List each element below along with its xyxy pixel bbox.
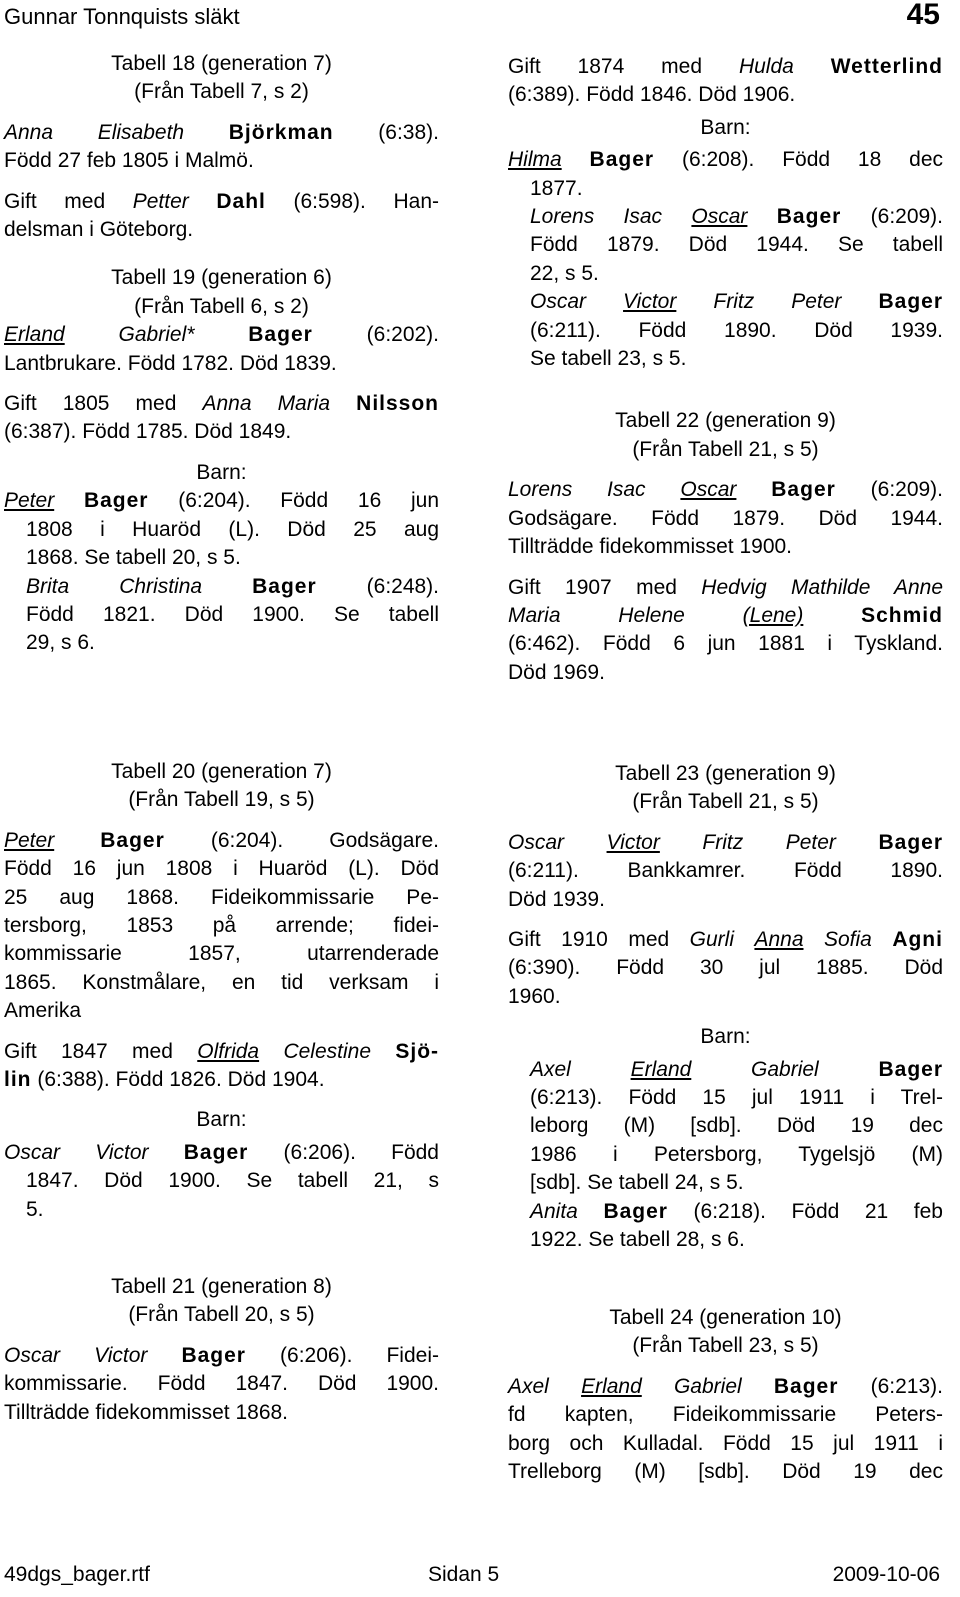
left-column-top [4,50,439,658]
page-number: 45 [906,0,940,31]
table-19-children-label: Barn: [196,460,247,484]
table-24-title: Tabell 24 (generation 10) [609,1306,842,1329]
table-22-marriage-line-2: Maria Helene (Lene) Schmid [508,603,943,627]
table-23-marriage-line-2: (6:390). Född 30 jul 1885. Död [508,956,943,980]
table-20-child-1-line-3: 5. [26,1197,44,1221]
table-20-title: Tabell 20 (generation 7) [111,760,332,783]
table-18-title: Tabell 18 (generation 7) [111,52,332,75]
table-20-children-label: Barn: [196,1108,247,1132]
table-21-title: Tabell 21 (generation 8) [111,1275,332,1298]
footer-page: Sidan 5 [428,1563,500,1586]
table-20-marriage-line-2: lin (6:388). Född 1826. Död 1904. [4,1068,325,1092]
table-19-child-2-line-3: 29, s 6. [26,631,95,655]
right-column-top [508,53,943,687]
table-24-line-2: fd kapten, Fideikommissarie Peters- [508,1403,943,1427]
table-21-line-3: Tillträdde fidekommisset 1868. [4,1400,289,1424]
table-21-child-1: Hilma Bager (6:208). Född 18 dec [508,148,943,172]
table-24-line-4: Trelleborg (M) [sdb]. Död 19 dec [508,1460,943,1484]
table-22-line-2: Godsägare. Född 1879. Död 1944. [508,506,943,530]
table-18-marriage: Gift med Petter Dahl (6:598). Han- [4,189,439,213]
table-18-person: Anna Elisabeth Björkman (6:38). [4,120,439,144]
table-19-child-1-line-2: 1808 i Huaröd (L). Död 25 aug [26,517,439,541]
table-21-children-label: Barn: [700,115,751,139]
table-22-person: Lorens Isac Oscar Bager (6:209). [508,478,944,502]
table-23-child-1-line-3: leborg (M) [sdb]. Död 19 dec [530,1114,943,1138]
table-20-line-2: Född 16 jun 1808 i Huaröd (L). Död [4,857,439,881]
table-22-source: (Från Tabell 21, s 5) [632,437,819,461]
table-23-child-2: Anita Bager (6:218). Född 21 feb [530,1199,943,1223]
table-21-child-1-line-2: 1877. [530,176,583,200]
table-22-marriage: Gift 1907 med Hedvig Mathilde Anne [508,575,944,599]
table-20-line-6: 1865. Konstmålare, en tid verksam i [4,970,439,994]
table-23-person: Oscar Victor Fritz Peter Bager [508,830,943,854]
table-21-source: (Från Tabell 20, s 5) [128,1303,315,1327]
table-21-child-3-line-2: (6:211). Född 1890. Död 1939. [530,318,943,342]
table-18-source: (Från Tabell 7, s 2) [134,80,309,104]
table-21-marriage: Gift 1874 med Hulda Wetterlind [508,55,944,78]
table-19-source: (Från Tabell 6, s 2) [134,294,309,318]
table-22-marriage-line-4: Död 1969. [508,660,605,684]
table-21-child-3: Oscar Victor Fritz Peter Bager [530,290,943,314]
footer-filename: 49dgs_bager.rtf [4,1563,150,1586]
table-20-line-5: kommissarie 1857, utarrenderade [4,942,439,966]
table-21-child-2: Lorens Isac Oscar Bager (6:209). [530,205,944,229]
table-23-child-1-line-5: [sdb]. Se tabell 24, s 5. [530,1171,744,1195]
table-19-child-1-line-3: 1868. Se tabell 20, s 5. [26,546,241,570]
table-21-person: Oscar Victor Bager (6:206). Fidei- [4,1343,439,1367]
table-19-person: Erland Gabriel* Bager (6:202). [4,323,440,347]
table-21-child-2-line-3: 22, s 5. [530,261,599,285]
table-23-marriage-line-3: 1960. [508,984,561,1008]
left-column-table-21 [4,1273,439,1427]
table-23-title: Tabell 23 (generation 9) [615,762,836,785]
table-18-born: Född 27 feb 1805 i Malmö. [4,149,254,173]
running-header-title: Gunnar Tonnquists släkt [4,4,240,29]
table-23-child-1-line-2: (6:213). Född 15 jul 1911 i Trel- [530,1086,943,1110]
table-21-spouse-details: (6:389). Född 1846. Död 1906. [508,83,796,107]
table-20-child-1-line-2: 1847. Död 1900. Se tabell 21, s [26,1169,439,1193]
table-20-person: Peter Bager (6:204). Godsägare. [4,828,439,852]
table-20-source: (Från Tabell 19, s 5) [128,788,315,812]
table-24-person: Axel Erland Gabriel Bager (6:213). [508,1374,943,1398]
table-20-line-3: 25 aug 1868. Fideikommissarie Pe- [4,885,439,909]
table-24-line-3: borg och Kulladal. Född 15 jul 1911 i [508,1431,943,1455]
table-19-details: Lantbrukare. Född 1782. Död 1839. [4,351,337,375]
table-23-child-2-line-2: 1922. Se tabell 28, s 6. [530,1228,745,1252]
table-23-child-1: Axel Erland Gabriel Bager [530,1057,943,1081]
table-22-line-3: Tillträdde fidekommisset 1900. [508,535,793,559]
table-24-source: (Från Tabell 23, s 5) [632,1334,819,1358]
table-23-marriage: Gift 1910 med Gurli Anna Sofia Agni [508,928,943,952]
table-21-child-3-line-3: Se tabell 23, s 5. [530,347,687,371]
table-19-title: Tabell 19 (generation 6) [111,266,332,290]
table-23-line-2: (6:211). Bankkamrer. Född 1890. [508,859,943,883]
table-19-child-2: Brita Christina Bager (6:248). [26,574,440,598]
table-19-marriage: Gift 1805 med Anna Maria Nilsson [4,392,440,416]
table-20-marriage: Gift 1847 med Olfrida Celestine Sjö- [4,1039,440,1063]
table-19-spouse-details: (6:387). Född 1785. Död 1849. [4,420,292,444]
table-20-child-1: Oscar Victor Bager (6:206). Född [4,1140,439,1164]
table-20-line-4: tersborg, 1853 på arrende; fidei- [4,914,439,938]
footer-date: 2009-10-06 [832,1563,940,1586]
right-column-table-23 [508,760,943,1255]
table-18-occupation: delsman i Göteborg. [4,218,194,242]
table-21-child-2-line-2: Född 1879. Död 1944. Se tabell [530,233,943,257]
table-23-line-3: Död 1939. [508,887,605,911]
table-21-line-2: kommissarie. Född 1847. Död 1900. [4,1372,439,1396]
table-23-source: (Från Tabell 21, s 5) [632,790,819,814]
right-column-table-24 [508,1304,943,1486]
table-20-line-7: Amerika [4,999,82,1023]
left-column-table-20 [4,758,439,1224]
table-19-child-1: Peter Bager (6:204). Född 16 jun [4,489,439,513]
table-23-children-label: Barn: [700,1025,751,1049]
table-19-child-2-line-2: Född 1821. Död 1900. Se tabell [26,602,439,626]
table-22-title: Tabell 22 (generation 9) [615,409,836,433]
table-23-child-1-line-4: 1986 i Petersborg, Tygelsjö (M) [530,1142,943,1166]
table-22-marriage-line-3: (6:462). Född 6 jun 1881 i Tyskland. [508,632,943,656]
